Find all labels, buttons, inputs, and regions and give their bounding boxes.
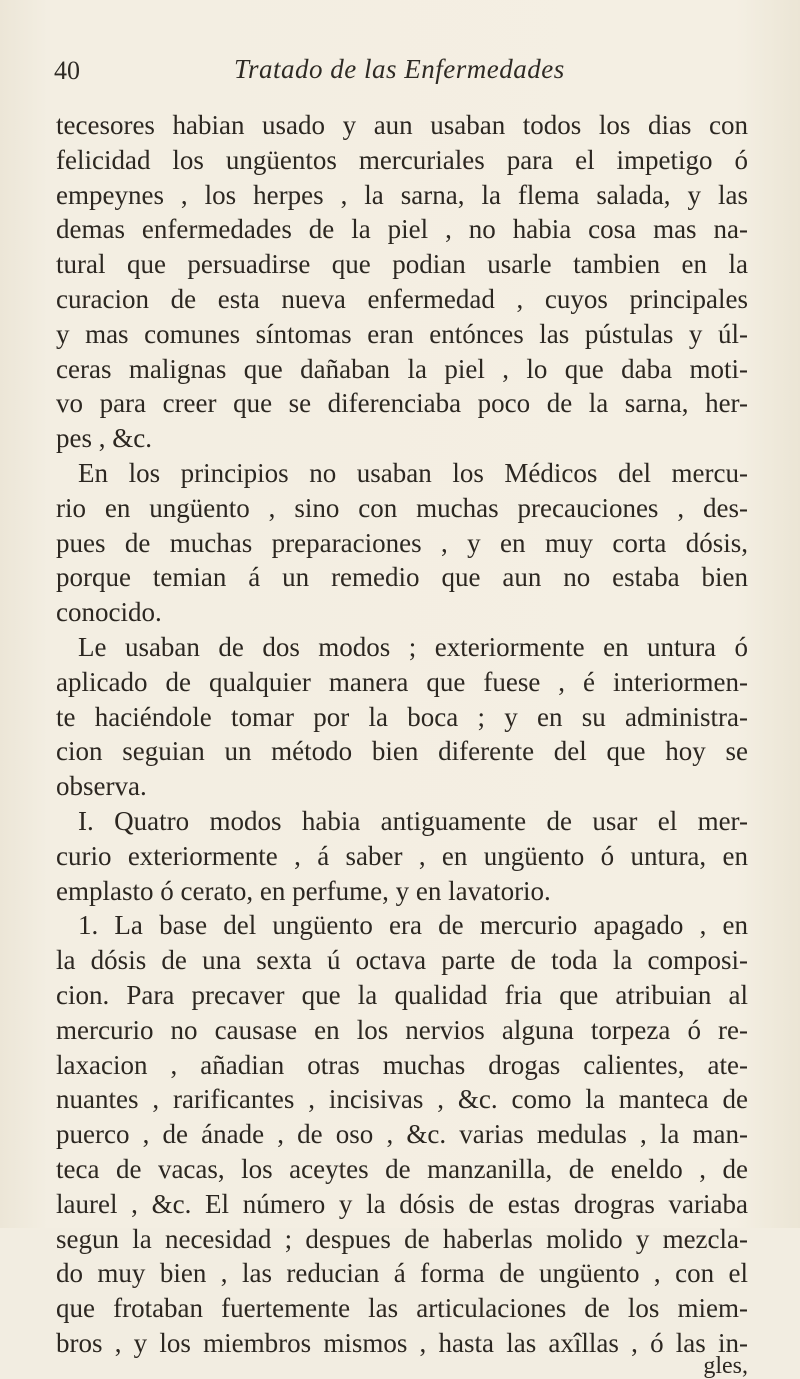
text-line: En los principios no usaban los Médicos del mercu- (78, 457, 748, 488)
text-line: te haciéndole tomar por la boca ; y en su administra- (56, 701, 748, 732)
text-line: Le usaban de dos modos ; exteriormente en untura ó (78, 631, 748, 662)
page-number: 40 (54, 56, 80, 85)
text-line: cion seguian un método bien diferente del que hoy se (56, 736, 748, 767)
text-line: felicidad los ungüentos mercuriales para el impetigo ó (56, 144, 748, 175)
body-text (56, 108, 748, 1379)
text-line: observa. (56, 771, 147, 802)
text-line: rio en ungüento , sino con muchas precauciones , des- (56, 492, 748, 523)
text-line: I. Quatro modos habia antiguamente de usar el mer- (78, 805, 748, 836)
text-line: ceras malignas que dañaban la piel , lo que daba moti- (56, 353, 748, 384)
text-line: tecesores habian usado y aun usaban todos los dias con (56, 110, 748, 140)
text-line: bros , y los miembros mismos , hasta las axîllas , ó las in- (56, 1327, 748, 1358)
text-line: la dósis de una sexta ú octava parte de toda la composi- (56, 945, 748, 976)
text-line: cion. Para precaver que la qualidad fria que atribuian al (56, 979, 748, 1010)
text-line: nuantes , rarificantes , incisivas , &c. como la manteca de (56, 1084, 748, 1115)
text-line: aplicado de qualquier manera que fuese , é interiormen- (56, 666, 748, 697)
text-line: conocido. (56, 597, 162, 628)
text-line: tural que persuadirse que podian usarle tambien en la (56, 249, 748, 280)
text-line: puerco , de ánade , de oso , &c. varias medulas , la man- (56, 1119, 748, 1150)
text-line: mercurio no causase en los nervios alguna torpeza ó re- (56, 1014, 748, 1045)
text-line: pues de muchas preparaciones , y en muy corta dósis, (56, 527, 748, 558)
text-line: laxacion , añadian otras muchas drogas calientes, ate- (56, 1049, 748, 1080)
text-line: demas enfermedades de la piel , no habia cosa mas na- (56, 214, 748, 245)
text-line: teca de vacas, los aceytes de manzanilla, de eneldo , de (56, 1153, 748, 1184)
text-line: empeynes , los herpes , la sarna, la flema salada, y las (56, 179, 748, 210)
text-line: segun la necesidad ; despues de haberlas molido y mezcla- (56, 1223, 748, 1254)
text-line: 1. La base del ungüento era de mercurio apagado , en (78, 910, 748, 941)
text-line: do muy bien , las reducian á forma de ungüento , con el (56, 1258, 748, 1289)
text-line: emplasto ó cerato, en perfume, y en lavatorio. (56, 875, 551, 906)
text-line: pes , &c. (56, 423, 152, 454)
text-line: que frotaban fuertemente las articulaciones de los miem- (56, 1293, 748, 1324)
text-line: y mas comunes síntomas eran entónces las pústulas y úl- (56, 318, 748, 349)
catchword: gles, (703, 1354, 748, 1379)
text-line: vo para creer que se diferenciaba poco de la sarna, her- (56, 388, 748, 419)
running-title: Tratado de las Enfermedades (234, 54, 565, 84)
text-line: porque temian á un remedio que aun no estaba bien (56, 562, 748, 593)
text-line: curio exteriormente , á saber , en ungüento ó untura, en (56, 840, 748, 871)
page-header (54, 54, 744, 90)
text-line: laurel , &c. El número y la dósis de estas drogras variaba (56, 1188, 748, 1219)
text-line: curacion de esta nueva enfermedad , cuyos principales (56, 283, 748, 314)
